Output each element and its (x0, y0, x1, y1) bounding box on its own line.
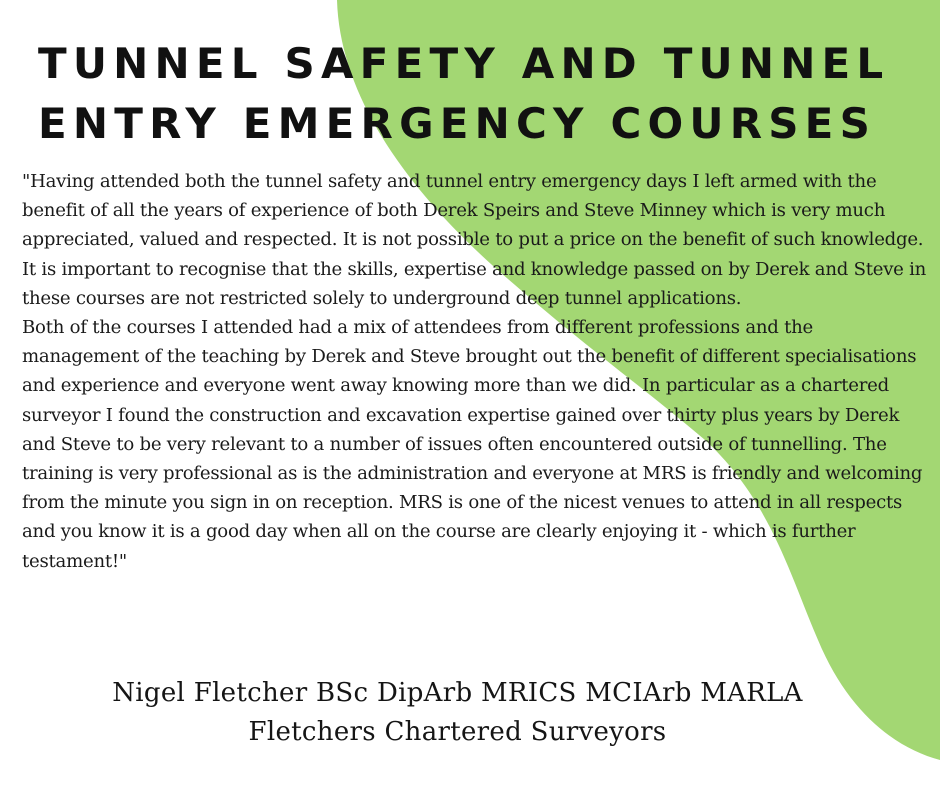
quote-paragraph-2: Both of the courses I attended had a mix of attendees from different professions and the management of the teaching by Derek and Steve brought out the benefit of different specialisations and experience and everyone went away knowing more than we did. In particular as a chartered surveyor I found the construction and excavation expertise gained over thirty plus years by Derek and Steve to be very relevant to a number of issues often encountered outside of tunnelling. The training is very professional as is the administration and everyone at MRS is friendly and welcoming from the minute you sign in on reception. MRS is one of the nicest venues to attend in all respects and you know it is a good day when all on the course are clearly enjoying it - which is further testament!" (22, 317, 923, 572)
author-company: Fletchers Chartered Surveyors (248, 717, 667, 747)
title-line-2: ENTRY EMERGENCY COURSES (38, 99, 877, 148)
title-line-1: TUNNEL SAFETY AND TUNNEL (38, 39, 890, 88)
testimonial-quote (22, 167, 927, 576)
quote-paragraph-1: "Having attended both the tunnel safety and tunnel entry emergency days I left armed with the benefit of all the years of experience of both Derek Speirs and Steve Minney which is very much appreciated, valued and respected. It is not possible to put a price on the benefit of such knowledge. It is important to recognise that the skills, expertise and knowledge passed on by Derek and Steve in these courses are not restricted solely to underground deep tunnel applications. (22, 171, 927, 309)
author-block (0, 674, 915, 752)
page-title (38, 34, 918, 154)
author-name: Nigel Fletcher BSc DipArb MRICS MCIArb MARLA (112, 678, 803, 708)
